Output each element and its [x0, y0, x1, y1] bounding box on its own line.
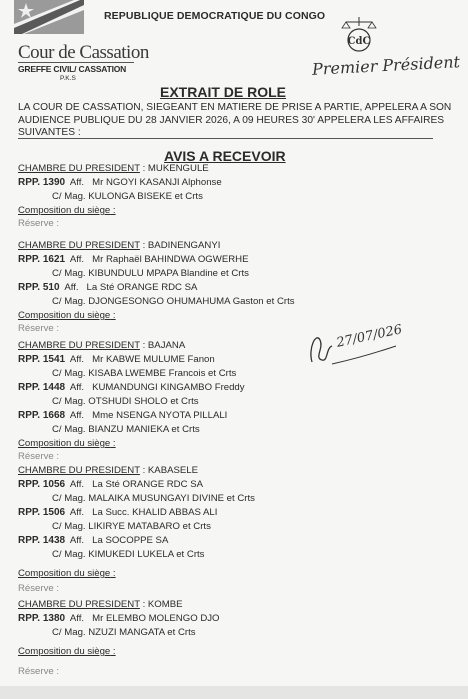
intro-paragraph: LA COUR DE CASSATION, SIEGEANT EN MATIERE DE PRISE A PARTIE, APPELERA A SON AUDIENCE PUBLIQUE DU 28 JANVIER 2026, A 09 HEURES 30' APPELERA LES AFFAIRES SUIVANTES :: [18, 102, 452, 138]
case-contra: C/ Mag. KIBUNDULU MPAPA Blandine et Crts: [52, 268, 249, 279]
court-name: Cour de Cassation: [18, 42, 149, 63]
svg-text:CdC: CdC: [347, 36, 371, 47]
case-line: RPP. 1541 Aff. Mr KABWE MULUME Fanon: [18, 354, 215, 365]
composition-label: Composition du siège :: [18, 205, 116, 216]
case-line: RPP. 1390 Aff. Mr NGOYI KASANJI Alphonse: [18, 177, 222, 188]
case-contra: C/ Mag. OTSHUDI SHOLO et Crts: [52, 396, 199, 407]
case-line: RPP. 1448 Aff. KUMANDUNGI KINGAMBO Freddy: [18, 382, 245, 393]
reserve-label: Réserve :: [18, 451, 60, 462]
reserve-label: Réserve :: [18, 666, 60, 677]
case-line: RPP. 1621 Aff. Mr Raphaël BAHINDWA OGWERHE: [18, 254, 249, 265]
composition-label: Composition du siège :: [18, 438, 116, 449]
chamber-heading: CHAMBRE DU PRESIDENT : BADINENGANYI: [18, 240, 221, 251]
case-contra: C/ Mag. KULONGA BISEKE et Crts: [52, 191, 203, 202]
greffe-label: GREFFE CIVIL/ CASSATION: [18, 64, 127, 74]
court-seal-icon: [334, 14, 384, 54]
section-subtitle: AVIS A RECEVOIR: [164, 148, 286, 164]
case-line: RPP. 1668 Aff. Mme NSENGA NYOTA PILLALI: [18, 410, 228, 421]
reserve-label: Réserve :: [18, 218, 60, 229]
chamber-heading: CHAMBRE DU PRESIDENT : KOMBE: [18, 599, 183, 610]
composition-label: Composition du siège :: [18, 646, 116, 657]
case-contra: C/ Mag. BIANZU MANIEKA et Crts: [52, 424, 200, 435]
divider: [18, 138, 433, 139]
case-contra: C/ Mag. DJONGESONGO OHUMAHUMA Gaston et Crts: [52, 296, 295, 307]
republic-heading: REPUBLIQUE DEMOCRATIQUE DU CONGO: [104, 10, 326, 22]
handwritten-premier-president: Premier Président: [311, 52, 461, 79]
handwritten-date: 27/07/026: [335, 322, 404, 351]
document-title: EXTRAIT DE ROLE: [160, 84, 287, 100]
case-contra: C/ Mag. NZUZI MANGATA et Crts: [52, 627, 196, 638]
case-line: RPP. 1380 Aff. Mr ELEMBO MOLENGO DJO: [18, 613, 220, 624]
case-contra: C/ Mag. KIMUKEDI LUKELA et Crts: [52, 549, 205, 560]
case-contra: C/ Mag. MALAIKA MUSUNGAYI DIVINE et Crts: [52, 493, 255, 504]
chamber-heading: CHAMBRE DU PRESIDENT : BAJANA: [18, 340, 186, 351]
page-bottom-edge: [0, 686, 468, 699]
chamber-heading: CHAMBRE DU PRESIDENT : MUKENGULE: [18, 163, 209, 174]
divider: [18, 62, 134, 63]
drc-flag-emblem: [14, 0, 84, 34]
chamber-heading: CHAMBRE DU PRESIDENT : KABASELE: [18, 465, 199, 476]
composition-label: Composition du siège :: [18, 568, 116, 579]
case-contra: C/ Mag. LIKIRYE MATABARO et Crts: [52, 521, 211, 532]
case-contra: C/ Mag. KISABA LWEMBE Francois et Crts: [52, 368, 237, 379]
case-line: RPP. 1506 Aff. La Succ. KHALID ABBAS ALI: [18, 507, 218, 518]
composition-label: Composition du siège :: [18, 310, 116, 321]
case-line: RPP. 1438 Aff. La SOCOPPE SA: [18, 535, 169, 546]
case-line: RPP. 510 Aff. La Sté ORANGE RDC SA: [18, 282, 198, 293]
case-line: RPP. 1056 Aff. La Sté ORANGE RDC SA: [18, 479, 204, 490]
pks-label: P.K.S: [60, 75, 76, 82]
reserve-label: Réserve :: [18, 583, 60, 594]
reserve-label: Réserve :: [18, 323, 60, 334]
